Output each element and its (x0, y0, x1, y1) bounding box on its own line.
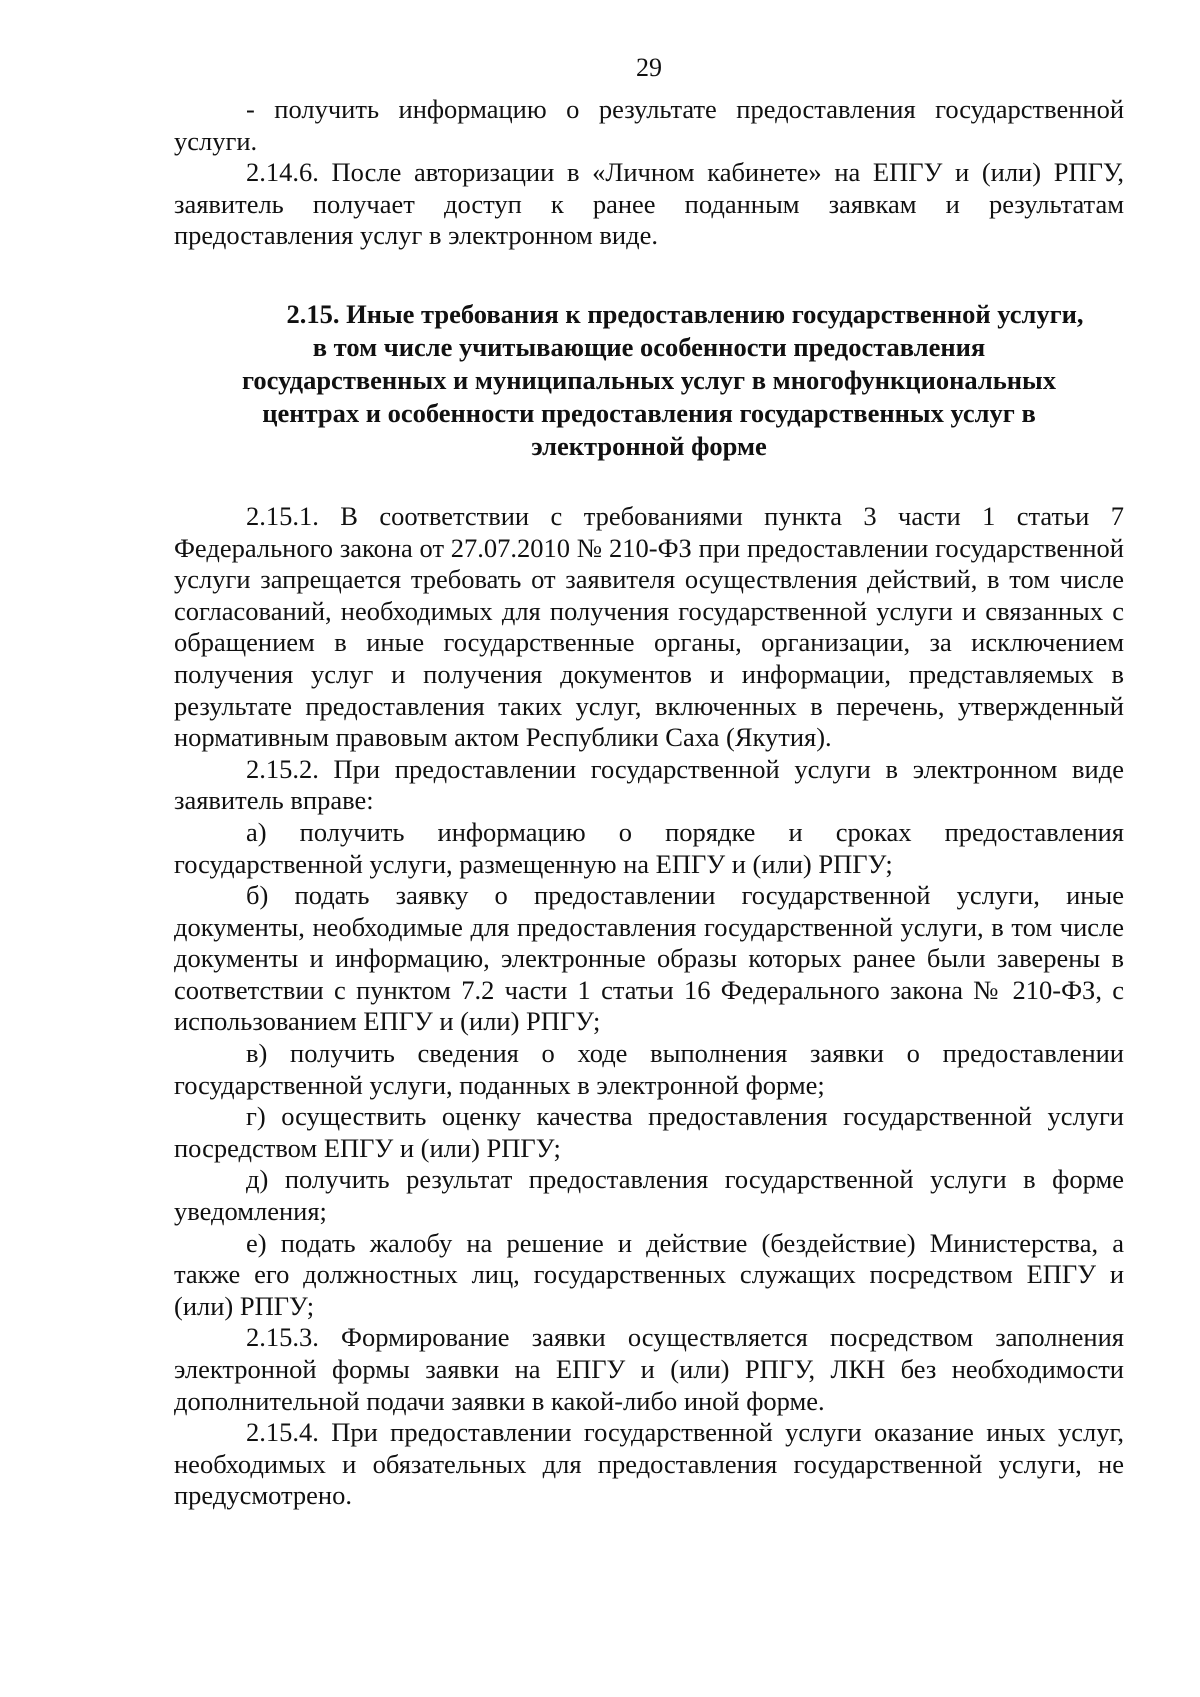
list-item-d: д) получить результат предоставления государственной услуги в форме уведомления; (174, 1164, 1124, 1227)
paragraph-2-15-1: 2.15.1. В соответствии с требованиями пункта 3 части 1 статьи 7 Федерального закона от 27.07.2010 № 210-ФЗ при предоставлении государственной услуги запрещается требовать от заявителя осуществления действий, в том числе согласований, необходимых для получения государственной услуги и связанных с обращением в иные государственные органы, организации, за исключением получения услуг и получения документов и информации, представляемых в результате предоставления таких услуг, включенных в перечень, утвержденный нормативным правовым актом Республики Саха (Якутия). (174, 500, 1124, 753)
paragraph-2-15-2: 2.15.2. При предоставлении государственной услуги в электронном виде заявитель вправе: (174, 753, 1124, 816)
paragraph-result-info: - получить информацию о результате предоставления государственной услуги. (174, 94, 1124, 156)
list-item-v: в) получить сведения о ходе выполнения заявки о предоставлении государственной услуги, поданных в электронной форме; (174, 1038, 1124, 1100)
paragraph-2-15-3: 2.15.3. Формирование заявки осуществляется посредством заполнения электронной формы заявки на ЕПГУ и (или) РПГУ, ЛКН без необходимости дополнительной подачи заявки в какой-либо иной форме. (174, 1322, 1124, 1416)
paragraph-2-15-4: 2.15.4. При предоставлении государственной услуги оказание иных услуг, необходимых и обязательных для предоставления государственной услуги, не предусмотрено. (174, 1417, 1124, 1511)
heading-line: центрах и особенности предоставления государственных услуг в (262, 397, 1036, 428)
list-item-b: б) подать заявку о предоставлении государственной услуги, иные документы, необходимые для предоставления государственной услуги, в том числе документы и информацию, электронные образы которых ранее были заверены в соответствии с пунктом 7.2 части 1 статьи 16 Федерального закона № 210-ФЗ, с использованием ЕПГУ и (или) РПГУ; (174, 880, 1124, 1037)
heading-line: государственных и муниципальных услуг в многофункциональных (242, 364, 1056, 395)
section-heading-2-15 (174, 298, 1124, 463)
page-number: 29 (636, 53, 662, 82)
document-page (174, 52, 1124, 1512)
list-item-a: а) получить информацию о порядке и сроках предоставления государственной услуги, размещенную на ЕПГУ и (или) РПГУ; (174, 816, 1124, 879)
heading-line: 2.15. Иные требования к предоставлению государственной услуги, (286, 298, 1084, 329)
list-item-g: г) осуществить оценку качества предоставления государственной услуги посредством ЕПГУ и (или) РПГУ; (174, 1101, 1124, 1163)
paragraph-2-14-6: 2.14.6. После авторизации в «Личном кабинете» на ЕПГУ и (или) РПГУ, заявитель получает доступ к ранее поданным заявкам и результатам предоставления услуг в электронном виде. (174, 157, 1124, 251)
list-item-e: е) подать жалобу на решение и действие (бездействие) Министерства, а также его должностных лиц, государственных служащих посредством ЕПГУ и (или) РПГУ; (174, 1227, 1124, 1321)
heading-line: электронной форме (531, 430, 767, 461)
heading-line: в том числе учитывающие особенности предоставления (312, 331, 986, 362)
